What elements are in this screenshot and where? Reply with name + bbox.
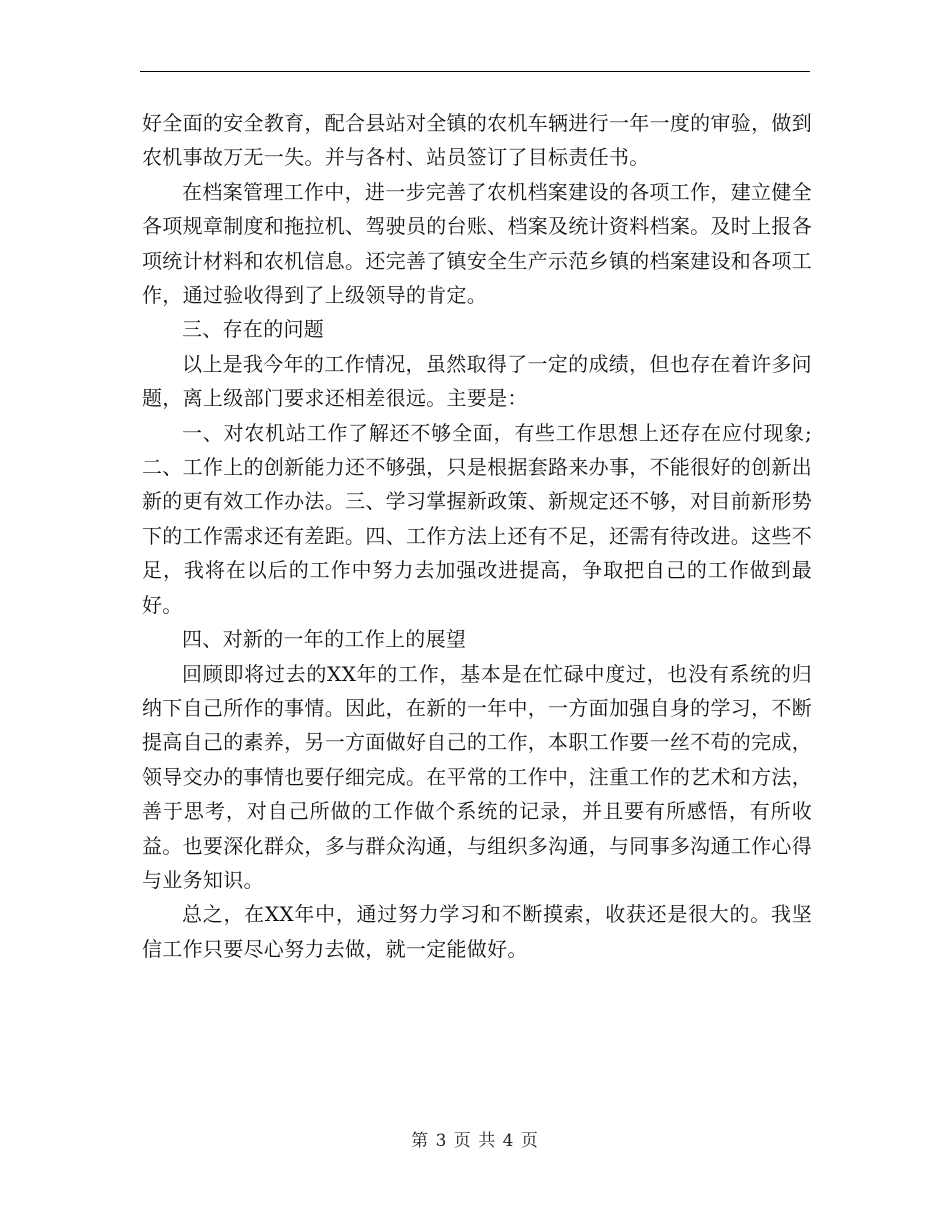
header-rule xyxy=(140,71,810,72)
paragraph-5: 一、对农机站工作了解还不够全面，有些工作思想上还存在应付现象;二、工作上的创新能力还不够强，只是根据套路来办事，不能很好的创新出新的更有效工作办法。三、学习掌握新政策、新规定还不够，对目前新形势下的工作需求还有差距。四、工作方法上还有不足，还需有待改进。这些不足，我将在以后的工作中努力去加强改进提高，争取把自己的工作做到最好。 xyxy=(142,420,812,617)
paragraph-8: 总之，在XX年中，通过努力学习和不断摸索，收获还是很大的。我坚信工作只要尽心努力去做，就一定能做好。 xyxy=(142,902,812,961)
section-heading-3: 三、存在的问题 xyxy=(182,317,325,342)
paragraph-7: 回顾即将过去的XX年的工作，基本是在忙碌中度过，也没有系统的归纳下自己所作的事情。因此，在新的一年中，一方面加强自身的学习，不断提高自己的素养，另一方面做好自己的工作，本职工作要一丝不苟的完成，领导交办的事情也要仔细完成。在平常的工作中，注重工作的艺术和方法，善于思考，对自己所做的工作做个系统的记录，并且要有所感悟，有所收益。也要深化群众，多与群众沟通，与组织多沟通，与同事多沟通工作心得与业务知识。 xyxy=(142,661,812,892)
paragraph-2: 在档案管理工作中，进一步完善了农机档案建设的各项工作，建立健全各项规章制度和拖拉机、驾驶员的台账、档案及统计资料档案。及时上报各项统计材料和农机信息。还完善了镇安全生产示范乡镇的档案建设和各项工作，通过验收得到了上级领导的肯定。 xyxy=(142,179,812,308)
paragraph-1: 好全面的安全教育，配合县站对全镇的农机车辆进行一年一度的审验，做到农机事故万无一失。并与各村、站员签订了目标责任书。 xyxy=(142,111,812,170)
document-body xyxy=(142,106,812,966)
page-number: 第 3 页 共 4 页 xyxy=(411,1131,539,1151)
paragraph-4: 以上是我今年的工作情况，虽然取得了一定的成绩，但也存在着许多问题，离上级部门要求还相差很远。主要是： xyxy=(142,351,812,411)
section-heading-4: 四、对新的一年的工作上的展望 xyxy=(182,627,467,652)
